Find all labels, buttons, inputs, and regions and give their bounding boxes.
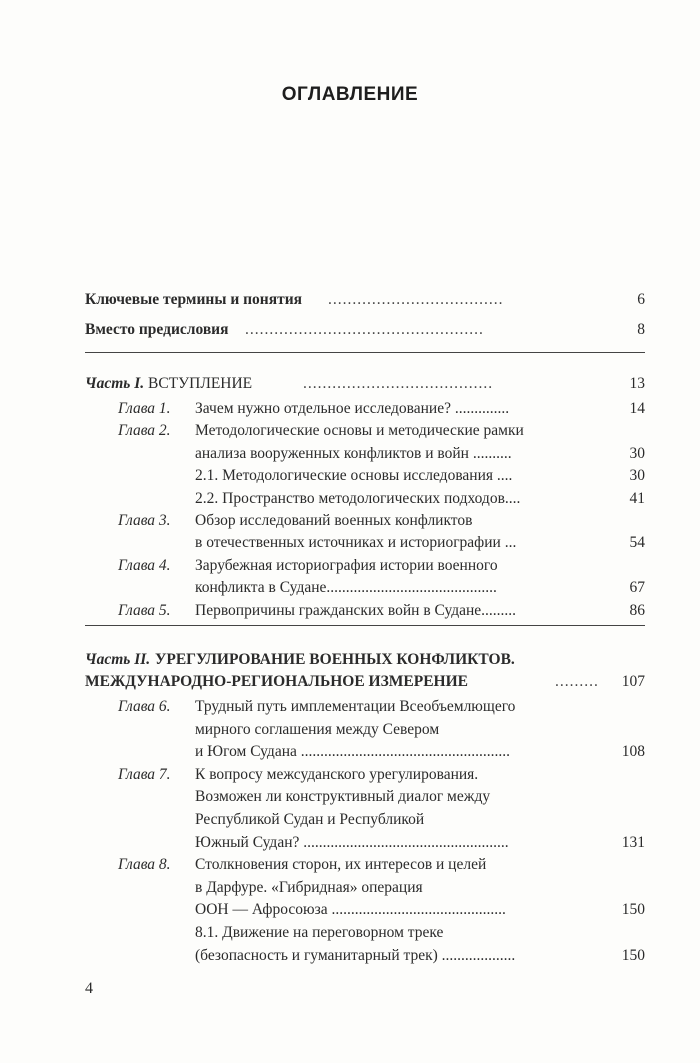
toc-entry-key-terms[interactable] xyxy=(85,290,645,312)
chapter-title: Возможен ли конструктивный диалог между xyxy=(195,788,491,806)
page-number: 4 xyxy=(85,980,93,997)
chapter-title: мирного соглашения между Севером xyxy=(195,720,440,738)
toc-part-1[interactable] xyxy=(85,374,645,396)
toc-leader-dots: .................................... xyxy=(328,291,504,308)
toc-chapter-line[interactable] xyxy=(85,765,645,787)
toc-chapter-line[interactable] xyxy=(85,556,645,578)
toc-chapter-line[interactable] xyxy=(85,900,645,922)
toc-leader-dots: ....................................... xyxy=(303,375,494,392)
chapter-title: Обзор исследований военных конфликтов xyxy=(195,512,473,529)
chapter-title: Методологические основы и методические рамки xyxy=(195,422,524,440)
toc-page-number: 131 xyxy=(621,833,645,851)
toc-page-number: 67 xyxy=(629,579,645,597)
part-label: Часть II. xyxy=(85,651,151,668)
chapter-label: Глава 4. xyxy=(118,556,171,574)
chapter-title: и Югом Судана ...................................................... xyxy=(195,743,511,761)
toc-page-number: 150 xyxy=(621,946,645,964)
toc-page-number: 13 xyxy=(629,375,645,392)
chapter-title: К вопросу межсуданского урегулирования. xyxy=(195,765,479,783)
toc-entry-text: Вместо предисловия xyxy=(85,321,229,338)
chapter-title: Столкновения сторон, их интересов и целей xyxy=(195,856,487,874)
toc-chapter-line[interactable] xyxy=(85,399,645,421)
toc-chapter-line[interactable] xyxy=(85,946,645,968)
chapter-title: в отечественных источниках и историографии ... xyxy=(195,534,517,552)
chapter-title: 8.1. Движение на переговорном треке xyxy=(195,924,444,941)
toc-chapter-line[interactable] xyxy=(85,923,645,945)
toc-chapter-line[interactable] xyxy=(85,466,645,488)
toc-chapter-line[interactable] xyxy=(85,787,645,809)
chapter-title: Южный Судан? ..................................................... xyxy=(195,833,509,851)
toc-entry-preface[interactable] xyxy=(85,320,645,342)
toc-chapter-line[interactable] xyxy=(85,489,645,511)
chapter-label: Глава 8. xyxy=(118,856,171,874)
page-title: ОГЛАВЛЕНИЕ xyxy=(281,84,419,105)
toc-part-2-cont[interactable] xyxy=(85,672,645,694)
chapter-title: Первопричины гражданских войн в Судане......... xyxy=(195,601,517,619)
part-label: Часть I. xyxy=(85,375,145,392)
toc-chapter-line[interactable] xyxy=(85,697,645,719)
toc-page-number: 108 xyxy=(621,743,645,761)
toc-leader-dots: ................................................. xyxy=(245,321,484,338)
toc-page-number: 8 xyxy=(637,321,645,338)
toc-chapter-line[interactable] xyxy=(85,720,645,742)
chapter-title: ООН — Афросоюза ............................................. xyxy=(195,901,506,919)
toc-page-number: 30 xyxy=(629,467,645,485)
toc-chapter-line[interactable] xyxy=(85,833,645,855)
chapter-title: в Дарфуре. «Гибридная» операция xyxy=(195,878,423,896)
toc-page-number: 107 xyxy=(621,673,645,690)
toc-chapter-line[interactable] xyxy=(85,533,645,555)
chapter-label: Глава 5. xyxy=(118,601,171,619)
toc-page-number: 41 xyxy=(629,489,645,507)
chapter-label: Глава 7. xyxy=(118,765,171,783)
part-title: ВСТУПЛЕНИЕ xyxy=(148,375,253,392)
chapter-label: Глава 3. xyxy=(118,512,171,529)
toc-page-number: 150 xyxy=(621,901,645,919)
chapter-title: (безопасность и гуманитарный трек) ................... xyxy=(195,946,516,964)
toc-part-2[interactable] xyxy=(85,650,645,672)
toc-page-number: 14 xyxy=(629,400,645,417)
toc-chapter-line[interactable] xyxy=(85,601,645,623)
toc-chapter-line[interactable] xyxy=(85,444,645,466)
chapter-label: Глава 2. xyxy=(118,422,171,440)
chapter-label: Глава 6. xyxy=(118,698,171,715)
toc-chapter-line[interactable] xyxy=(85,421,645,443)
toc-page-number: 86 xyxy=(629,601,645,619)
part-title-line-1: УРЕГУЛИРОВАНИЕ ВОЕННЫХ КОНФЛИКТОВ. xyxy=(155,651,515,668)
chapter-title: Трудный путь имплементации Всеобъемлющего xyxy=(195,698,516,715)
chapter-title: Зачем нужно отдельное исследование? .............. xyxy=(195,400,510,417)
section-divider xyxy=(85,352,645,353)
toc-entry-text: Ключевые термины и понятия xyxy=(85,291,303,308)
toc-leader-dots: ......... xyxy=(555,673,599,690)
chapter-title: анализа вооруженных конфликтов и войн .......... xyxy=(195,444,512,462)
toc-chapter-line[interactable] xyxy=(85,578,645,600)
toc-chapter-line[interactable] xyxy=(85,878,645,900)
chapter-label: Глава 1. xyxy=(118,400,171,417)
chapter-title: 2.1. Методологические основы исследования .... xyxy=(195,467,513,485)
chapter-title: 2.2. Пространство методологических подходов.... xyxy=(195,489,521,507)
chapter-title: конфликта в Судане............................................ xyxy=(195,579,497,597)
toc-page-number: 54 xyxy=(629,534,645,552)
toc-page-number: 6 xyxy=(637,291,645,308)
section-divider xyxy=(85,625,645,626)
part-title-line-2: МЕЖДУНАРОДНО-РЕГИОНАЛЬНОЕ ИЗМЕРЕНИЕ xyxy=(85,673,468,690)
toc-chapter-line[interactable] xyxy=(85,810,645,832)
toc-page-number: 30 xyxy=(629,444,645,462)
chapter-title: Зарубежная историография истории военного xyxy=(195,556,498,574)
chapter-title: Республикой Судан и Республикой xyxy=(195,811,425,828)
toc-chapter-line[interactable] xyxy=(85,855,645,877)
toc-chapter-line[interactable] xyxy=(85,742,645,764)
toc-chapter-line[interactable] xyxy=(85,511,645,533)
